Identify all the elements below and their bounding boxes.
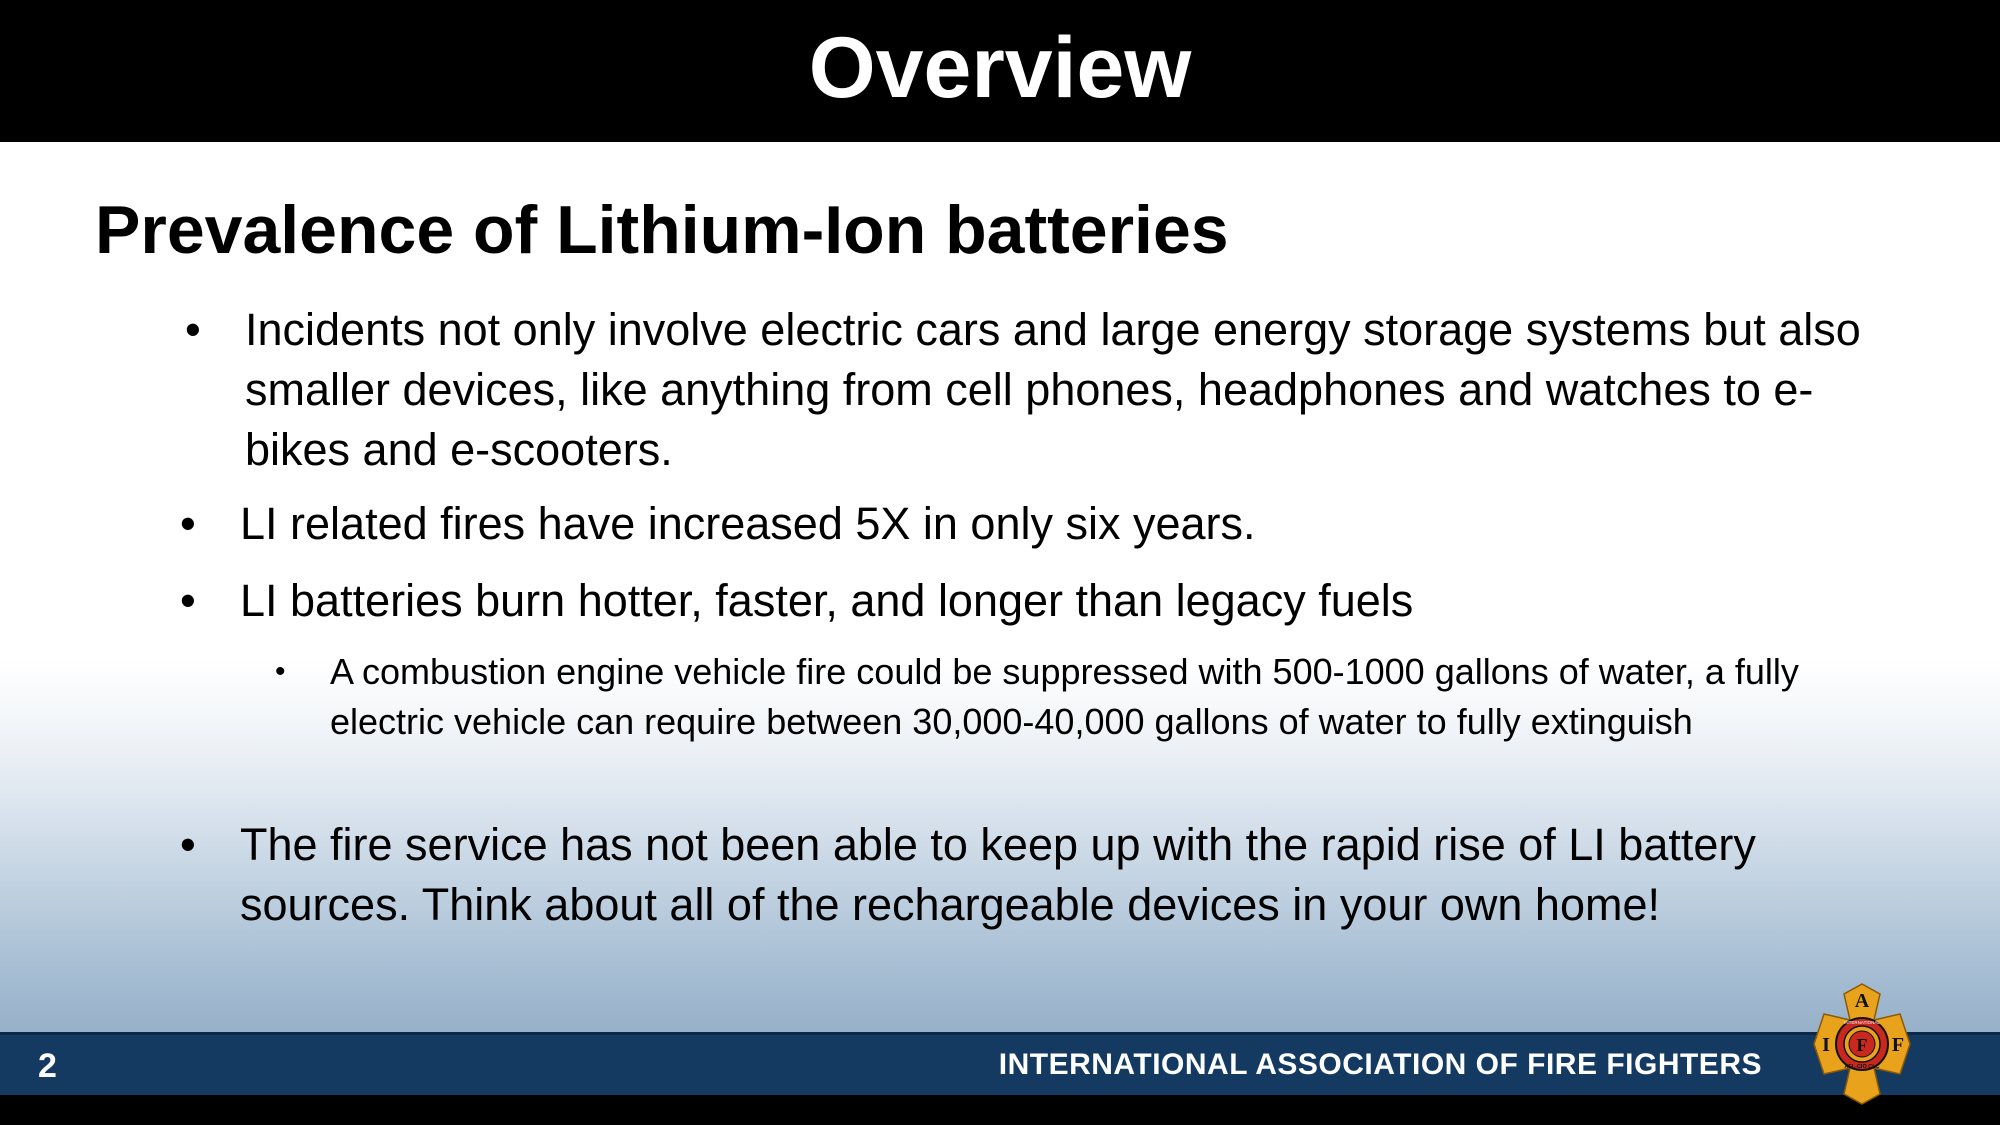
bullet-text: The fire service has not been able to keep up with the rapid rise of LI battery sources. Think about all of the rechargeable devices in your own home! — [240, 819, 1756, 930]
section-heading: Prevalence of Lithium-Ion batteries — [95, 192, 1229, 268]
bullet-dot: • — [180, 819, 196, 870]
bullet-dot: • — [180, 575, 196, 626]
bullet-item — [185, 300, 1885, 480]
logo-ring-bottom-text: AFL-CIO CLC — [1844, 1064, 1880, 1070]
logo-letter-left: I — [1822, 1034, 1830, 1056]
bullet-dot: • — [180, 498, 196, 549]
bullet-item — [180, 815, 1880, 935]
sub-bullet-item — [275, 647, 1885, 747]
slide-title: Overview — [808, 20, 1192, 116]
organization-name: INTERNATIONAL ASSOCIATION OF FIRE FIGHTERS — [998, 1048, 1762, 1081]
bullet-item — [180, 494, 1880, 554]
logo-letter-top: A — [1854, 990, 1870, 1012]
logo-letter-right: F — [1891, 1034, 1905, 1056]
page-number: 2 — [38, 1047, 57, 1085]
bottom-strip — [0, 1095, 2000, 1125]
bullet-item — [180, 571, 1880, 631]
sub-bullet-dot: • — [275, 655, 286, 688]
title-bar — [0, 0, 2000, 142]
bullet-text: Incidents not only involve electric cars and large energy storage systems but also smaller devices, like anything from cell phones, headphones and watches to e-bikes and e-scooters. — [245, 304, 1861, 475]
bullet-text: LI batteries burn hotter, faster, and longer than legacy fuels — [240, 575, 1414, 626]
bullet-dot: • — [185, 304, 201, 355]
logo-ring-top-text: INTERNATIONAL — [1844, 1020, 1880, 1025]
bullet-text: LI related fires have increased 5X in only six years. — [240, 498, 1256, 549]
logo-letter-center: F — [1856, 1035, 1868, 1055]
sub-bullet-text: A combustion engine vehicle fire could be suppressed with 500-1000 gallons of water, a fully electric vehicle can require between 30,000-40,000 gallons of water to fully extinguish — [330, 651, 1799, 742]
iaff-logo-icon — [1812, 980, 1912, 1108]
